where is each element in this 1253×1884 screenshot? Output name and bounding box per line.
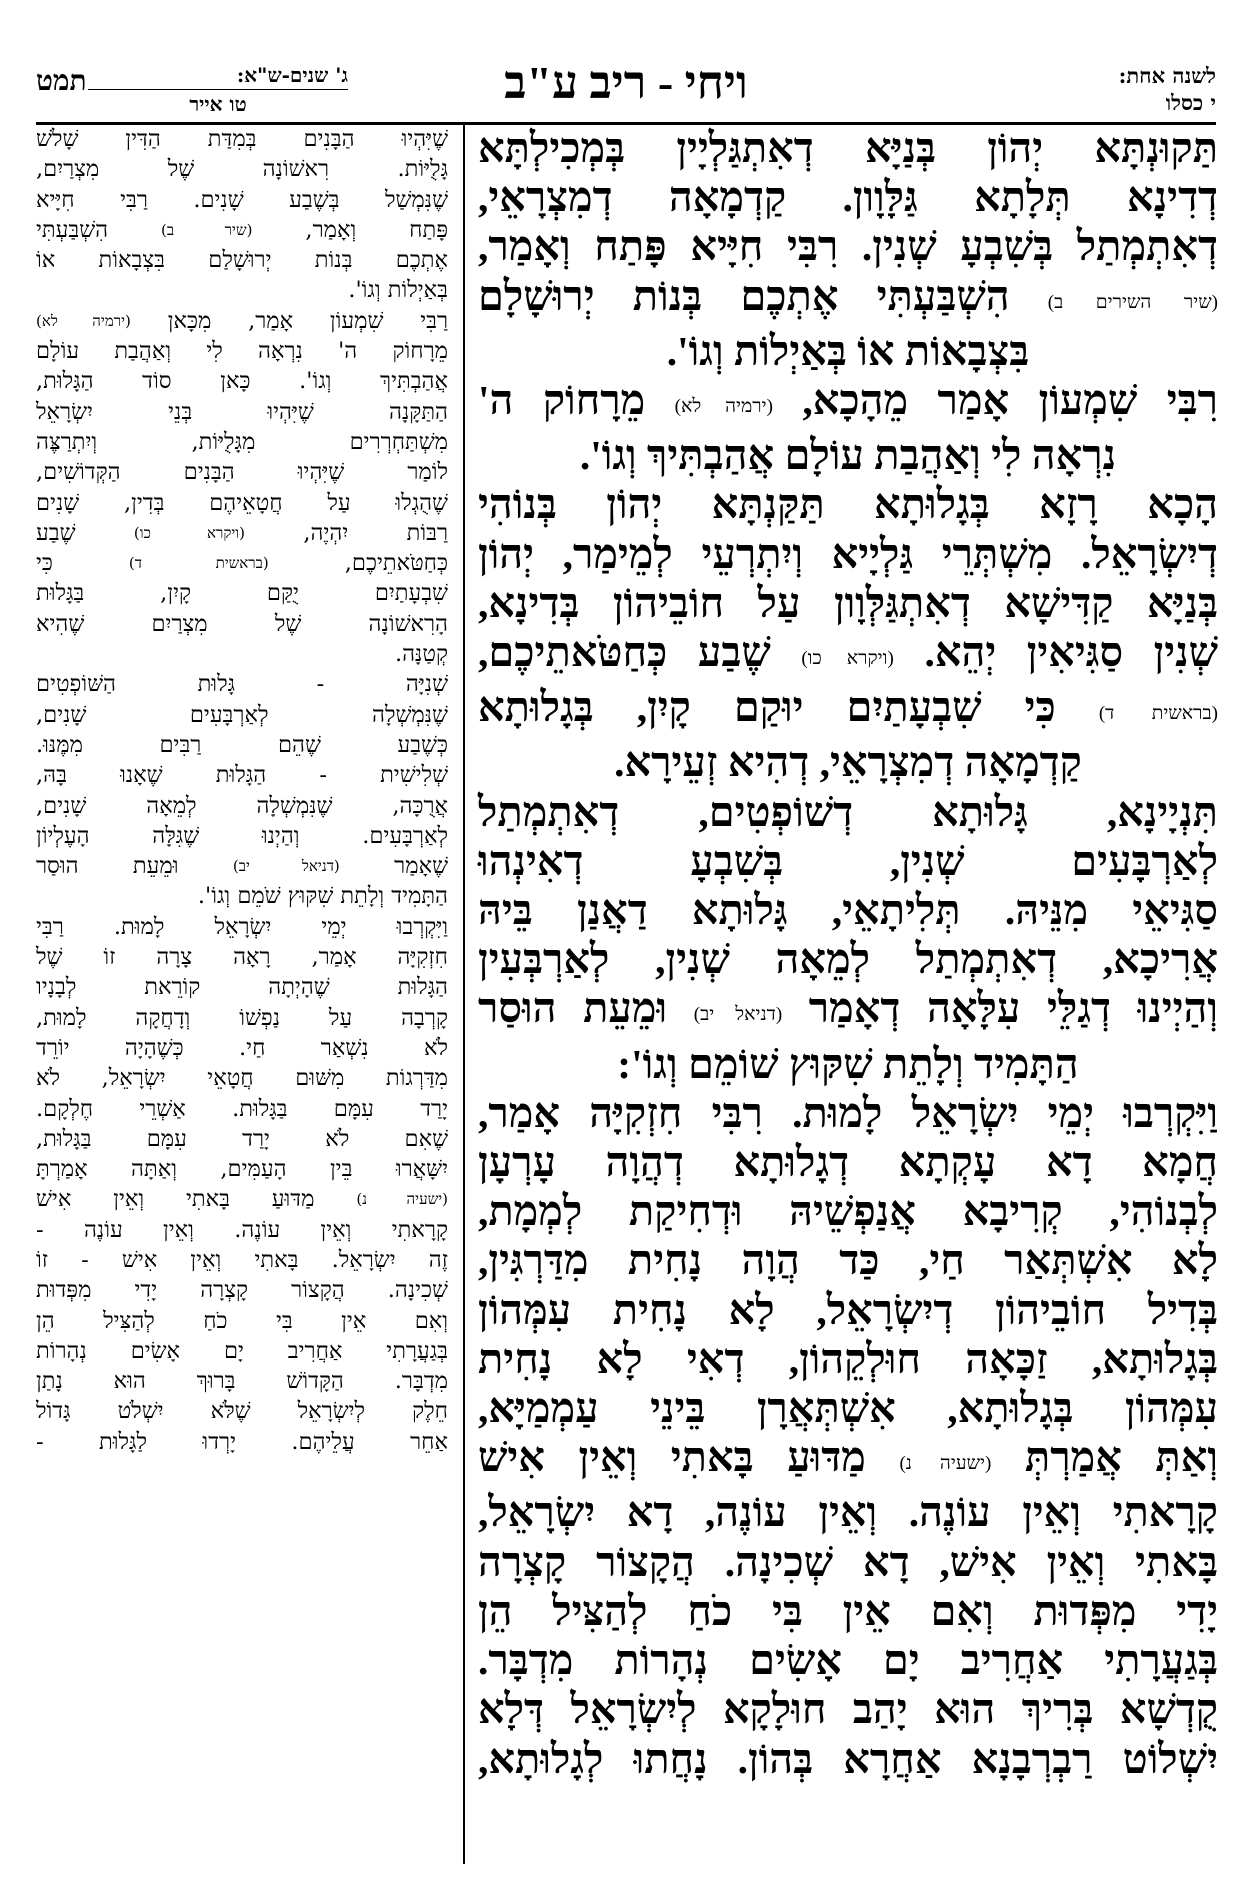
- verse-reference: (ירמיה לא): [674, 396, 773, 418]
- text-run: הִשְׁבַּעְתִּי אֶתְכֶם בְּנוֹת יְרוּשָׁלָם: [478, 272, 1048, 319]
- aramaic-line: [478, 984, 1218, 1039]
- text-run: בְּגָלוּתָא, זַכָּאָה חוּלְקֵהוֹן, דְאִי לָא נָחִית: [478, 1335, 1218, 1382]
- aramaic-line: [478, 327, 1218, 376]
- text-run: שִׁבְעָתַיִם יֻקַּם קָיִן, בַּגָּלוּת: [36, 580, 448, 607]
- translation-line: [36, 791, 448, 821]
- aramaic-line: [478, 222, 1218, 271]
- text-run: בְּגַעֲרָתִי אַחֲרִיב יָם אָשִׂים נְהָרוֹת: [36, 1337, 448, 1364]
- text-run: לָא אִשְׁתְּאַר חַי, כַּד הֲוָה נָחִית מִדַּרְגִּין,: [478, 1237, 1218, 1284]
- text-run: בְּאַיְלוֹת וְגוֹ'.: [348, 277, 448, 304]
- reading-range-date: טו אייר: [88, 89, 348, 118]
- text-run: פָּתַח וְאָמַר,: [252, 216, 449, 243]
- text-run: שֶׁיִּהְיוּ הַבָּנִים בְּמִדַּת הַדִּין שָׁלֹשׁ: [36, 126, 448, 152]
- aramaic-line: [478, 1685, 1218, 1734]
- text-run: הַגָּלוּת שֶׁהָיְתָה קוֹרֵאת לְבָנָיו: [36, 974, 448, 1001]
- text-run: הַתַּקָּנָה שֶׁיִּהְיוּ בְּנֵי יִשְׂרָאֵל: [36, 398, 448, 425]
- text-run: קָרְבָה עַל נַפְשׁוֹ וְדָחֲקָה לָמוּת,: [36, 1004, 448, 1031]
- translation-line: [36, 1245, 448, 1275]
- text-run: עִמְּהוֹן בְּגָלוּתָא, אִשְׁתְּאֲרָן בֵּינֵי עַמְמַיָּא,: [478, 1385, 1218, 1432]
- text-run: יָדִי מִפְּדוּת וְאִם אֵין בִּי כֹחַ לְהַצִּיל הֵן: [478, 1587, 1218, 1634]
- translation-line: [36, 124, 448, 154]
- translation-line: [36, 488, 448, 518]
- text-run: כְּחַטֹּאתֵיכֶם,: [268, 550, 448, 577]
- aramaic-line: [478, 579, 1218, 628]
- translation-line: [36, 154, 448, 184]
- text-run: הַתָּמִיד וְלָתֵת שִׁקּוּץ שֹׁמֵם וְגוֹ'.: [197, 883, 448, 910]
- translation-line: [36, 336, 448, 366]
- translation-line: [36, 1184, 448, 1214]
- translation-line: [36, 275, 448, 305]
- text-run: שֶׁנִּמְשַׁל בְּשֶׁבַע שָׁנִים. רַבִּי חִיָּיא: [36, 186, 448, 213]
- text-run: יִשְׁלוֹט רַבְרְבָנָא אַחֲרָא בְּהוֹן. נָחֲתוּ לְגָלוּתָא,: [478, 1735, 1218, 1782]
- text-run: אֶתְכֶם בְּנוֹת יְרוּשָׁלַם בִּצְבָאוֹת אוֹ: [36, 247, 448, 274]
- translation-line: [36, 730, 448, 760]
- text-run: בְּגַעֲרָתִי אַחֲרִיב יָם אָשִׂים נְהָרוֹת מִדְבָּר.: [478, 1637, 1218, 1684]
- text-run: כְּשֶׁבַע שֶׁהֵם רַבִּים מִמֶּנּוּ.: [36, 731, 448, 758]
- text-run: דְדִינָא תְּלָתָא גַּלָּוָון. קַדְמָאָה דְמִצְרָאֵי,: [478, 174, 1218, 221]
- text-run: מַדּוּעַ בָּאתִי וְאֵין אִישׁ: [478, 1434, 900, 1481]
- aramaic-line: [478, 738, 1218, 787]
- text-run: אֲרִיכָא, דְאִתְמְתַל לְמֵאָה שְׁנִין, לְאַרְבְּעִין: [478, 936, 1218, 983]
- translation-line: [36, 1094, 448, 1124]
- text-run: שֶׁבַע: [36, 519, 134, 546]
- translation-line: [36, 609, 448, 639]
- page-title: ויחי - ריב ע"ב: [504, 57, 748, 108]
- text-run: שֶׁבַע כְּחַטֹּאתֵיכֶם,: [478, 629, 802, 676]
- text-run: אַחֵר עֲלֵיהֶם. יָרְדוּ לַגָּלוּת -: [36, 1428, 448, 1455]
- translation-line: [36, 821, 448, 851]
- page-header: [36, 52, 1216, 122]
- text-run: וְהַיְינוּ דְגַלֵּי עִלָּאָה דְאָמַר: [782, 985, 1218, 1032]
- translation-line: [36, 1366, 448, 1396]
- translation-line: [36, 427, 448, 457]
- translation-line: [36, 881, 448, 911]
- text-run: וּמֵעֵת הוּסַר: [36, 853, 233, 880]
- aramaic-line: [478, 530, 1218, 579]
- text-run: מִדְבָּר. הַקָּדוֹשׁ בָּרוּךְ הוּא נָתַן: [36, 1368, 448, 1395]
- aramaic-line: [478, 683, 1218, 738]
- translation-line: [36, 912, 448, 942]
- aramaic-line: [478, 480, 1218, 529]
- aramaic-line: [478, 1187, 1218, 1236]
- text-run: בִּצְבָאוֹת אוֹ בְּאַיְלוֹת וְגוֹ'.: [666, 327, 1030, 374]
- verse-reference: (ירמיה לא): [36, 311, 131, 330]
- aramaic-line: [478, 124, 1218, 173]
- text-run: קָרָאתִי וְאֵין עוֹנֶה. וְאֵין עוֹנֶה -: [36, 1216, 448, 1243]
- translation-line: [36, 942, 448, 972]
- text-run: שֶׁאָמַר: [339, 853, 449, 880]
- translation-line: [36, 1396, 448, 1426]
- text-run: לוֹמַר שֶׁיִּהְיוּ הַבָּנִים הַקְּדוֹשִׁים,: [36, 459, 448, 486]
- translation-line: [36, 397, 448, 427]
- aramaic-line: [478, 1384, 1218, 1433]
- text-run: מֵרָחוֹק ה' נִרְאָה לִי וְאַהֲבַת עוֹלָם: [36, 338, 448, 365]
- translation-line: [36, 548, 448, 578]
- text-run: מֵרָחוֹק ה': [478, 377, 675, 424]
- aramaic-line: [478, 1735, 1218, 1784]
- translation-line: [36, 669, 448, 699]
- text-run: לְאַרְבָּעִים שְׁנִין, בְּשִׁבְעָ דְאִינְהוּ: [478, 837, 1218, 884]
- aramaic-line: [478, 431, 1218, 480]
- text-run: סַגִּיאֵי מִנֵּיהּ. תְּלִיתָאֵי, גָּלוּתָא דַאֲנַן בֵּיהּ: [478, 887, 1218, 934]
- text-run: לְאַרְבָּעִים. וְהַיְנוּ שֶׁגִּלָּה הָעֶלְיוֹן: [36, 822, 448, 849]
- text-run: רִבִּי שִׁמְעוֹן אָמַר מֵהָכָא,: [772, 377, 1218, 424]
- text-run: זֶה יִשְׂרָאֵל. בָּאתִי וְאֵין אִישׁ - זוֹ: [36, 1246, 448, 1273]
- text-run: כִּי שִׁבְעָתַיִם יוּקַם קָיִן, בְּגָלוּתָא: [478, 684, 1099, 731]
- text-run: בָּאתִי וְאֵין אִישׁ, דָא שְׁכִינָה. הֲקָצוֹר קָצְרָה: [478, 1538, 1218, 1585]
- verse-reference: (בראשית ד): [1098, 703, 1218, 725]
- aramaic-line: [478, 1636, 1218, 1685]
- text-run: קֻדְשָׁא בְּרִיךְ הוּא יָהַב חוּלָקָא לְיִשְׂרָאֵל דְּלָא: [478, 1686, 1218, 1733]
- text-run: בְּדִיל חוֹבֵיהוֹן דְיִשְׂרָאֵל, לָא נָחִית עִמְּהוֹן: [478, 1286, 1218, 1333]
- text-run: חִזְקִיָּה אָמַר, רָאָה צָרָה זוֹ שֶׁל: [36, 944, 448, 971]
- text-run: הָכָא רָזָא בְּגָלוּתָא תַּקַּנְתָּא יְהוֹן בְּנוֹהִי: [478, 481, 1218, 528]
- translation-line: [36, 215, 448, 245]
- text-run: מִשְׁתַּחְרְרִים מִגָּלֻיּוֹת, וְיִתְרַצֶּה: [36, 428, 448, 455]
- text-run: אֲהַבְתִּיךְ וְגוֹ'. כָּאן סוֹד הַגָּלוּת,: [36, 368, 448, 395]
- column-divider: [463, 124, 465, 1864]
- aramaic-line: [478, 1089, 1218, 1138]
- aramaic-line: [478, 1587, 1218, 1636]
- hebrew-translation-column: [36, 124, 448, 1457]
- verse-reference: (ויקרא כו): [801, 648, 894, 670]
- translation-line: [36, 1275, 448, 1305]
- schedule-title: לשנה אחת:: [1118, 63, 1216, 88]
- text-run: וּמֵעֵת הוּסַר: [478, 985, 694, 1032]
- aramaic-line: [478, 376, 1218, 431]
- aramaic-text-column: [478, 124, 1218, 1784]
- translation-line: [36, 1154, 448, 1184]
- text-run: דְאִתְמְתַל בְּשִׁבְעָ שְׁנִין. רִבִּי חִיָּיא פָּתַח וְאָמַר,: [478, 223, 1218, 270]
- text-run: שְׁנִין סַגִּיאִין יְהֵא.: [893, 629, 1219, 676]
- text-run: קָרָאתִי וְאֵין עוֹנֶה. וְאֵין עוֹנֶה, דָא יִשְׂרָאֵל,: [478, 1489, 1218, 1536]
- verse-reference: (שיר ב): [161, 220, 253, 239]
- text-run: תַּקוּנְתָּא יְהוֹן בְּנַיָּא דְאִתְגַּלְיָין בְּמְכִילְתָּא: [478, 125, 1218, 171]
- aramaic-line: [478, 935, 1218, 984]
- translation-line: [36, 366, 448, 396]
- text-run: חֵלֶק לְיִשְׂרָאֵל שֶׁלֹּא יִשְׁלֹט גָּדוֹל: [36, 1398, 448, 1425]
- aramaic-line: [478, 1335, 1218, 1384]
- text-run: כִּי: [36, 550, 129, 577]
- translation-line: [36, 1124, 448, 1154]
- verse-reference: (בראשית ד): [128, 554, 269, 573]
- text-run: יָרַד עִמָּם בַּגָּלוּת. אַשְׁרֵי חֶלְקָם.: [36, 1095, 448, 1122]
- aramaic-line: [478, 173, 1218, 222]
- aramaic-line: [478, 886, 1218, 935]
- text-run: מִדַּרְגוֹת מִשּׁוּם חֲטָאֵי יִשְׂרָאֵל, לֹא: [36, 1065, 448, 1092]
- aramaic-line: [478, 628, 1218, 683]
- text-run: גָּלֻיּוֹת. רִאשׁוֹנָה שֶׁל מִצְרַיִם,: [36, 156, 448, 183]
- text-run: רַבִּי שִׁמְעוֹן אָמַר, מִכָּאן: [130, 307, 449, 334]
- text-run: תִּנְיָינָא, גָּלוּתָא דְשׁוֹפְטִים, דְאִתְמְתַל: [478, 788, 1218, 835]
- aramaic-line: [478, 1488, 1218, 1537]
- text-run: שְׁלִישִׁית - הַגָּלוּת שֶׁאָנוּ בָּהּ,: [36, 762, 448, 789]
- aramaic-line: [478, 272, 1218, 327]
- text-run: יִשָּׁאֲרוּ בֵּין הָעַמִּים, וְאַתָּה אָמַרְתָּ: [36, 1156, 448, 1183]
- translation-line: [36, 245, 448, 275]
- translation-line: [36, 1033, 448, 1063]
- text-run: לְבְנוֹהִי, קְרִיבָא אֲנַפְשֵׁיהּ וּדְחִיקַת לְמְמָת,: [478, 1188, 1218, 1235]
- aramaic-line: [478, 1040, 1218, 1089]
- text-run: אֲרֻכָּה, שֶׁנִּמְשְׁלָה לְמֵאָה שָׁנִים,: [36, 792, 448, 819]
- text-run: לֹא נִשְׁאַר חַי. כְּשֶׁהָיָה יוֹרֵד: [36, 1034, 448, 1061]
- text-run: וַיִּקְרְבוּ יְמֵי יִשְׂרָאֵל לָמוּת. רַבִּי: [36, 913, 448, 940]
- aramaic-line: [478, 788, 1218, 837]
- translation-line: [36, 518, 448, 548]
- text-run: קְטַנָּה.: [394, 641, 448, 668]
- aramaic-line: [478, 1138, 1218, 1187]
- text-run: שֶׁהֻגְלוּ עַל חֲטָאֵיהֶם בְּדִין, שָׁנִים: [36, 489, 448, 516]
- text-run: הַתָּמִיד וְלָתֵת שִׁקּוּץ שׁוֹמֵם וְגוֹ':: [617, 1040, 1079, 1087]
- text-run: רַבּוֹת יִהְיֶה,: [244, 519, 448, 546]
- translation-line: [36, 1427, 448, 1457]
- verse-reference: (דניאל יב): [232, 857, 340, 876]
- translation-line: [36, 1306, 448, 1336]
- translation-line: [36, 1003, 448, 1033]
- text-run: שְׁכִינָה. הֲקָצוֹר קָצְרָה יָדִי מִפְּדוּת: [36, 1277, 448, 1304]
- verse-reference: (ויקרא כו): [133, 523, 245, 542]
- translation-line: [36, 700, 448, 730]
- text-run: שֶׁנִּמְשְׁלָה לְאַרְבָּעִים שָׁנִים,: [36, 701, 448, 728]
- reading-range-label: ג' שנים-ש"א:: [236, 63, 348, 87]
- text-run: דְיִשְׂרָאֵל. מִשְׁתְּרֵי גַּלְיָיא וְיִתְרְעֵי לְמֵימַר, יְהוֹן: [478, 530, 1218, 577]
- page-number: תמט: [36, 64, 87, 97]
- text-run: בְּנַיָּא קַדִּישָׁא דְאִתְגַּלְּוָון עַל חוֹבֵיהוֹן בְּדִינָא,: [478, 579, 1218, 626]
- translation-line: [36, 639, 448, 669]
- translation-line: [36, 851, 448, 881]
- translation-line: [36, 1336, 448, 1366]
- translation-line: [36, 185, 448, 215]
- aramaic-line: [478, 1286, 1218, 1335]
- text-run: נִרְאָה לִי וְאַהֲבַת עוֹלָם אֲהַבְתִּיךְ וְגוֹ'.: [579, 432, 1117, 479]
- text-run: הִשְׁבַּעְתִּי: [36, 216, 162, 243]
- text-run: וַיִּקְרְבוּ יְמֵי יִשְׂרָאֵל לָמוּת. רִבִּי חִזְקִיָּה אָמַר,: [478, 1089, 1218, 1136]
- translation-line: [36, 578, 448, 608]
- reading-range: [78, 62, 348, 118]
- schedule-date: י כסלו: [1165, 90, 1216, 115]
- aramaic-line: [478, 1538, 1218, 1587]
- aramaic-line: [478, 837, 1218, 886]
- text-run: וְאִם אֵין בִּי כֹחַ לְהַצִּיל הֵן: [36, 1307, 448, 1334]
- verse-reference: (דניאל יב): [693, 1004, 783, 1026]
- verse-reference: (ישעיה נ): [899, 1453, 992, 1475]
- text-run: הָרִאשׁוֹנָה שֶׁל מִצְרַיִם שֶׁהִיא: [36, 610, 448, 637]
- text-run: קַדְמָאָה דְמִצְרָאֵי, דְהִיא זְעֵירָא.: [614, 739, 1082, 786]
- translation-line: [36, 760, 448, 790]
- text-run: וְאַתְּ אֲמַרְתְּ: [991, 1434, 1219, 1481]
- translation-line: [36, 1063, 448, 1093]
- aramaic-line: [478, 1236, 1218, 1285]
- text-run: מַדּוּעַ בָּאתִי וְאֵין אִישׁ: [36, 1186, 357, 1213]
- verse-reference: (ישעיה נ): [356, 1190, 448, 1209]
- aramaic-line: [478, 1433, 1218, 1488]
- translation-line: [36, 306, 448, 336]
- verse-reference: (שיר השירים ב): [1047, 291, 1218, 313]
- translation-line: [36, 1215, 448, 1245]
- text-run: שְׁנִיָּה - גָּלוּת הַשּׁוֹפְטִים: [36, 671, 448, 698]
- translation-line: [36, 972, 448, 1002]
- text-run: חֲמָא דָא עָקְתָא דְגָלוּתָא דְהֲוָה עָרְעָן: [478, 1139, 1218, 1186]
- text-run: שֶׁאִם לֹא יָרַד עִמָּם בַּגָּלוּת,: [36, 1125, 448, 1152]
- translation-line: [36, 457, 448, 487]
